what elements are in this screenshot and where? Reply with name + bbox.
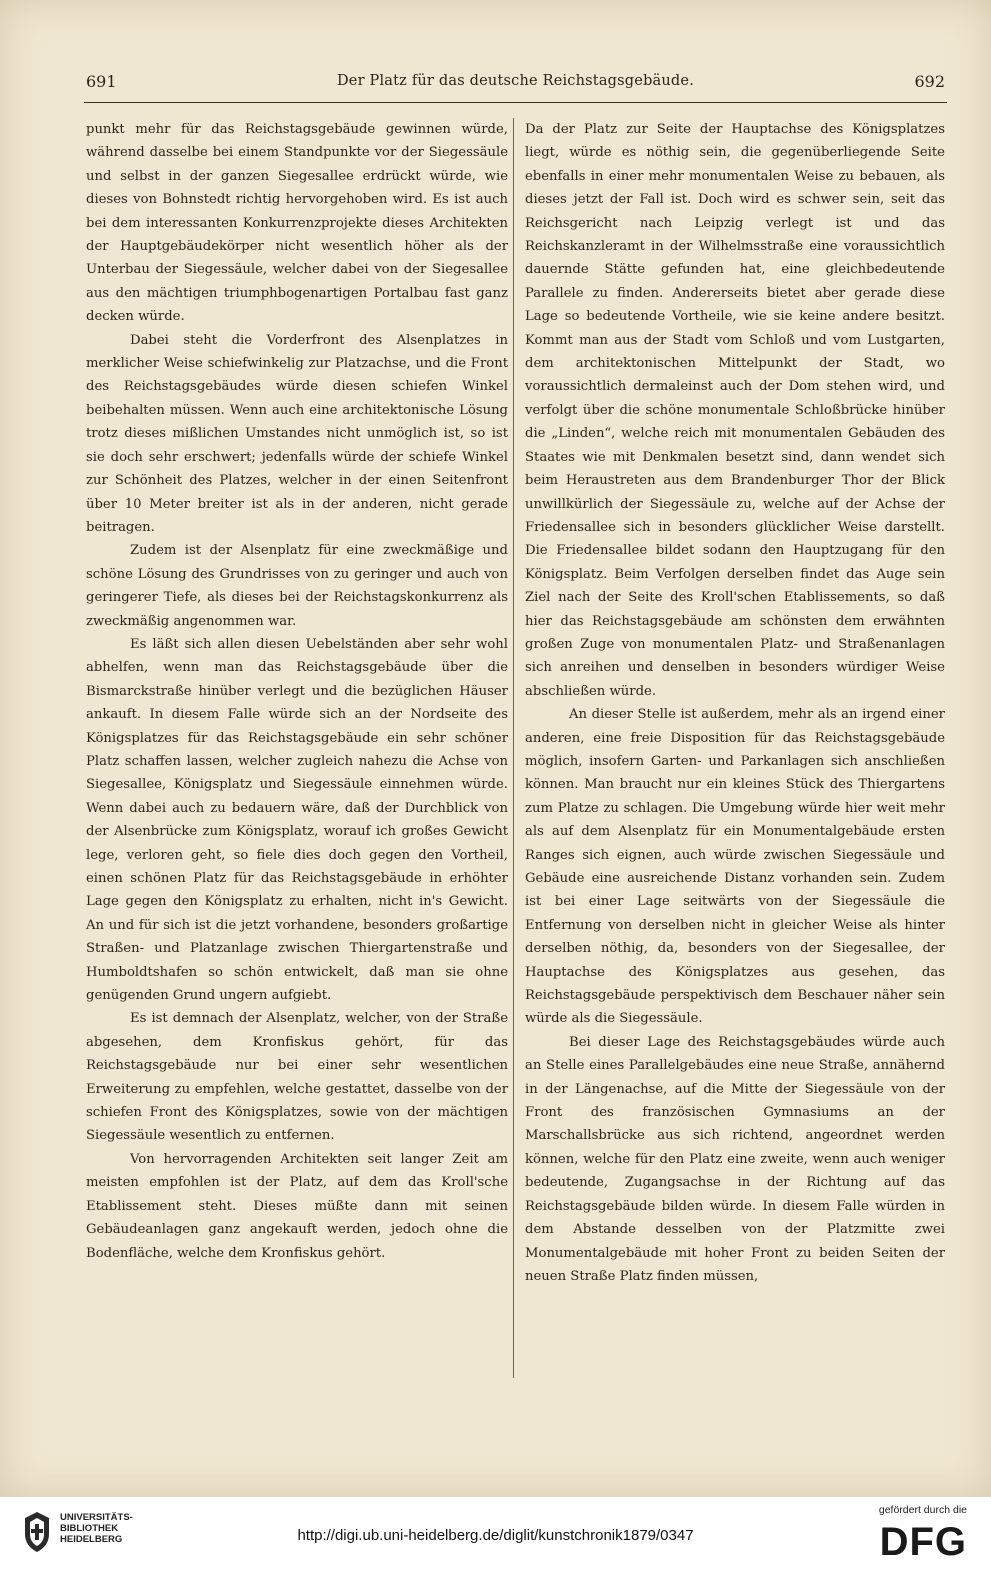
paragraph: Zudem ist der Alsenplatz für eine zweckmäßige und schöne Lösung des Grundrisses von zu geringer und auch von geringerer Tiefe, als dieses bei der Reichstagskonkurrenz als zweckmäßig angenommen war.	[86, 543, 508, 629]
paragraph: Bei dieser Lage des Reichstagsgebäudes würde auch an Stelle eines Parallelgebäudes eine neue Straße, annähernd in der Längenachse, auf die Mitte der Siegessäule von der Front des französischen Gymnasiums an der Marschallsbrücke aus sich richtend, angeordnet werden können, welche für den Platz eine zweite, wenn auch weniger bedeutende, Zugangsachse in der Richtung auf das Reichstagsgebäude bilden würde. In diesem Falle würden in dem Abstande desselben von der Platzmitte zwei Monumentalgebäude mit hoher Front zu beiden Seiten der neuen Straße Platz finden müssen,	[525, 1034, 945, 1284]
paragraph: Es läßt sich allen diesen Uebelständen aber sehr wohl abhelfen, wenn man das Reichstagsgebäude über die Bismarckstraße hinüber verlegt und die bezüglichen Häuser ankauft. In diesem Falle würde sich an der Nordseite des Königsplatzes für das Reichstagsgebäude ein sehr schöner Platz schaffen lassen, welcher zugleich nahezu die Achse von Siegesallee, Königsplatz und Siegessäule einnehmen würde. Wenn dabei auch zu bedauern wäre, daß der Durchblick von der Alsenbrücke zum Königsplatz, worauf ich großes Gewicht lege, verloren geht, so fiele dies doch gegen den Vortheil, einen schönen Platz für das Reichstagsgebäude in erhöhter Lage gegen den Königsplatz zu erhalten, nicht in's Gewicht. An und für sich ist die jetzt vorhandene, besonders großartige Straßen- und Platzanlage zwischen Thiergartenstraße und Humboldtshafen so schön entwickelt, daß man sie ohne genügenden Grund ungern aufgiebt.	[86, 636, 508, 1004]
column-divider	[513, 118, 514, 1378]
paragraph: punkt mehr für das Reichstagsgebäude gewinnen würde, während dasselbe bei einem Standpunkte vor der Siegessäule und selbst in der ganzen Siegesallee erdrückt würde, wie dieses von Bohnstedt richtig hervorgehoben wird. Es ist auch bei dem interessanten Konkurrenzprojekte dieses Architekten der Hauptgebäudekörper nicht wesentlich höher als der Unterbau der Siegessäule, welcher dabei von der Siegesallee aus den mächtigen triumphbogenartigen Portalbau fast ganz decken würde.	[86, 122, 508, 325]
right-column	[525, 118, 945, 1288]
funded-by-label: gefördert durch die	[878, 1504, 967, 1516]
paragraph: Da der Platz zur Seite der Hauptachse des Königsplatzes liegt, würde es nöthig sein, die gegenüberliegende Seite ebenfalls in einer mehr monumentalen Weise zu bebauen, als dieses jetzt der Fall ist. Doch wird es schwer sein, seit das Reichsgericht nach Leipzig verlegt ist und das Reichskanzleramt in der Wilhelmsstraße eine voraussichtlich dauernde Stätte gefunden hat, eine gleichbedeutende Parallele zu finden. Andererseits bietet aber gerade diese Lage so bedeutende Vortheile, wie sie keine andere besitzt. Kommt man aus der Stadt vom Schloß und vom Lustgarten, dem architektonischen Mittelpunkt der Stadt, wo voraussichtlich dermaleinst auch der Dom stehen wird, und verfolgt über die schöne monumentale Schloßbrücke hinüber die „Linden“, welche reich mit monumentalen Gebäuden des Staates wie mit Denkmalen besetzt sind, dann wendet sich beim Heraustreten aus dem Brandenburger Thor der Blick unwillkürlich der Siegessäule zu, welche auf der Achse der Friedensallee sich in besonders glücklicher Weise darstellt. Die Friedensallee bildet sodann den Hauptzugang für den Königsplatz. Beim Verfolgen derselben findet das Auge sein Ziel nach der Seite des Kroll'schen Etablissements, so daß hier das Reichstagsgebäude am schönsten dem erwähnten großen Zuge von monumentalen Platz- und Straßenanlagen sich anreihen und denselben in besonders würdiger Weise abschließen würde.	[525, 122, 945, 699]
page-number-right: 692	[914, 72, 945, 91]
dfg-logo: DFG	[879, 1520, 967, 1564]
page-number-left: 691	[86, 72, 117, 91]
paragraph: Es ist demnach der Alsenplatz, welcher, von der Straße abgesehen, dem Kronfiskus gehört, für das Reichstagsgebäude nur bei einer sehr wesentlichen Erweiterung zu empfehlen, welche gestattet, dasselbe von der schiefen Front des Königsplatzes, sowie von der mächtigen Siegessäule wesentlich zu entfernen.	[86, 1011, 508, 1144]
running-header	[86, 72, 945, 98]
header-rule	[84, 102, 947, 103]
paragraph: Dabei steht die Vorderfront des Alsenplatzes in merklicher Weise schiefwinkelig zur Platzachse, und die Front des Reichstagsgebäudes würde diesen schiefen Winkel beibehalten müssen. Wenn auch eine architektonische Lösung trotz dieses mißlichen Umstandes nicht unmöglich ist, so ist sie doch sehr erschwert; jedenfalls würde der schiefe Winkel zur Schönheit des Platzes, welcher in der einen Seitenfront über 10 Meter breiter ist als in der anderen, nicht gerade beitragen.	[86, 332, 508, 535]
source-url[interactable]: http://digi.ub.uni-heidelberg.de/diglit/kunstchronik1879/0347	[297, 1527, 694, 1544]
paragraph: An dieser Stelle ist außerdem, mehr als an irgend einer anderen, eine freie Disposition für das Reichstagsgebäude möglich, insofern Garten- und Parkanlagen sich anschließen können. Man braucht nur ein kleines Stück des Thiergartens zum Platze zu schlagen. Die Umgebung würde hier weit mehr als auf dem Alsenplatz für ein Monumentalgebäude ersten Ranges sich eignen, auch würde zwischen Siegessäule und Gebäude eine ausreichende Distanz vorhanden sein. Zudem ist bei einer Lage seitwärts von der Siegessäule die Entfernung von derselben nicht in gleicher Weise als hinter derselben nöthig, da, besonders von der Siegesallee, der Hauptachse des Königsplatzes aus gesehen, das Reichstagsgebäude perspektivisch dem Beschauer näher sein würde als die Siegessäule.	[525, 707, 945, 1027]
running-title: Der Platz für das deutsche Reichstagsgebäude.	[336, 73, 695, 89]
left-column	[86, 118, 508, 1265]
library-name: UNIVERSITÄTS- BIBLIOTHEK HEIDELBERG	[60, 1512, 133, 1545]
paragraph: Von hervorragenden Architekten seit langer Zeit am meisten empfohlen ist der Platz, auf dem das Kroll'sche Etablissement steht. Dieses müßte dann mit seinen Gebäudeanlagen ganz angekauft werden, jedoch ohne die Bodenfläche, welche dem Kronfiskus gehört.	[86, 1151, 508, 1261]
